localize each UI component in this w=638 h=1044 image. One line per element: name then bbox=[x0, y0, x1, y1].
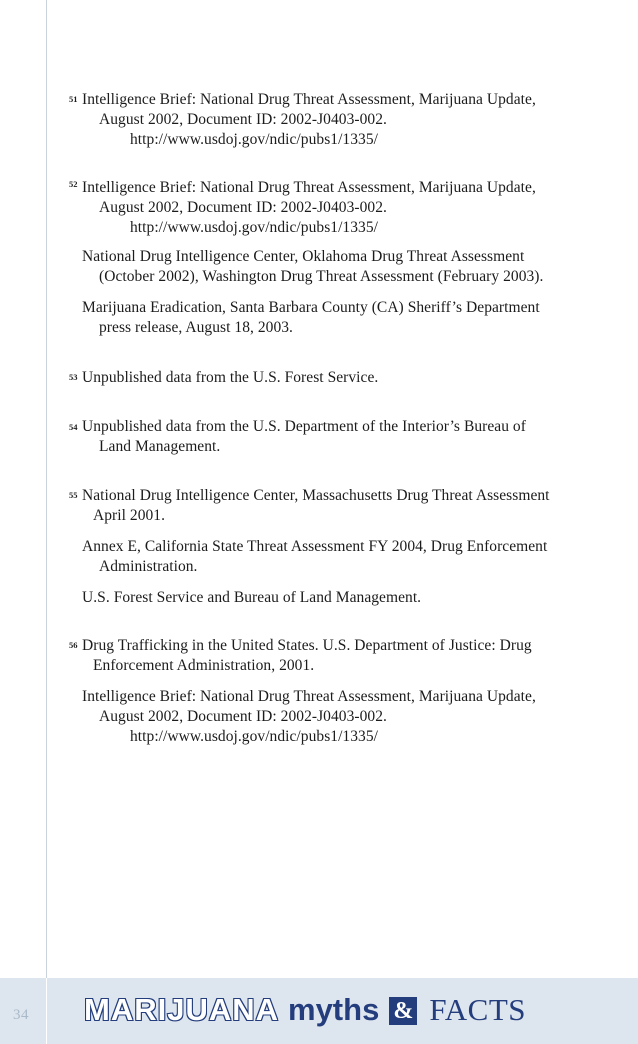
footnote-line: August 2002, Document ID: 2002-J0403-002. bbox=[99, 199, 387, 216]
footnote-url[interactable]: http://www.usdoj.gov/ndic/pubs1/1335/ bbox=[130, 219, 378, 236]
footnote-number-56: 56 bbox=[69, 640, 78, 650]
footnote-line: Drug Trafficking in the United States. U.S. Department of Justice: Drug bbox=[82, 637, 532, 654]
publication-title bbox=[84, 990, 526, 1030]
footnote-line: Intelligence Brief: National Drug Threat Assessment, Marijuana Update, bbox=[82, 91, 536, 108]
footnote-line: Marijuana Eradication, Santa Barbara County (CA) Sheriff’s Department bbox=[82, 299, 540, 316]
footnote-number-52: 52 bbox=[69, 179, 78, 189]
footnote-line: National Drug Intelligence Center, Massachusetts Drug Threat Assessment bbox=[82, 487, 550, 504]
footnote-number-53: 53 bbox=[69, 372, 78, 382]
footnote-line: National Drug Intelligence Center, Oklahoma Drug Threat Assessment bbox=[82, 248, 525, 265]
title-marijuana: MARIJUANA bbox=[84, 992, 279, 1027]
footnote-url[interactable]: http://www.usdoj.gov/ndic/pubs1/1335/ bbox=[130, 131, 378, 148]
footnote-line: August 2002, Document ID: 2002-J0403-002. bbox=[99, 111, 387, 128]
footnote-line: Annex E, California State Threat Assessment FY 2004, Drug Enforcement bbox=[82, 538, 548, 555]
footnote-line: April 2001. bbox=[93, 507, 166, 524]
footnote-line: Intelligence Brief: National Drug Threat Assessment, Marijuana Update, bbox=[82, 688, 536, 705]
footnote-line: Administration. bbox=[99, 558, 198, 575]
footnote-number-55: 55 bbox=[69, 490, 78, 500]
footnote-number-51: 51 bbox=[69, 94, 78, 104]
footnote-line: Unpublished data from the U.S. Forest Service. bbox=[82, 369, 379, 386]
footnote-line: (October 2002), Washington Drug Threat Assessment (February 2003). bbox=[99, 268, 544, 285]
footer-divider-rule bbox=[46, 978, 47, 1044]
footnote-line: Land Management. bbox=[99, 438, 221, 455]
title-myths: myths bbox=[288, 992, 380, 1027]
footnote-number-54: 54 bbox=[69, 422, 78, 432]
footnote-line: press release, August 18, 2003. bbox=[99, 319, 293, 336]
footnote-line: Enforcement Administration, 2001. bbox=[93, 657, 315, 674]
title-ampersand: & bbox=[389, 997, 417, 1025]
footnote-url[interactable]: http://www.usdoj.gov/ndic/pubs1/1335/ bbox=[130, 728, 378, 745]
footnote-line: August 2002, Document ID: 2002-J0403-002. bbox=[99, 708, 387, 725]
footnote-line: U.S. Forest Service and Bureau of Land Management. bbox=[82, 589, 422, 606]
footnote-line: Intelligence Brief: National Drug Threat Assessment, Marijuana Update, bbox=[82, 179, 536, 196]
page-number: 34 bbox=[13, 1007, 29, 1023]
footnote-line: Unpublished data from the U.S. Department of the Interior’s Bureau of bbox=[82, 418, 526, 435]
title-facts: FACTS bbox=[429, 992, 526, 1027]
